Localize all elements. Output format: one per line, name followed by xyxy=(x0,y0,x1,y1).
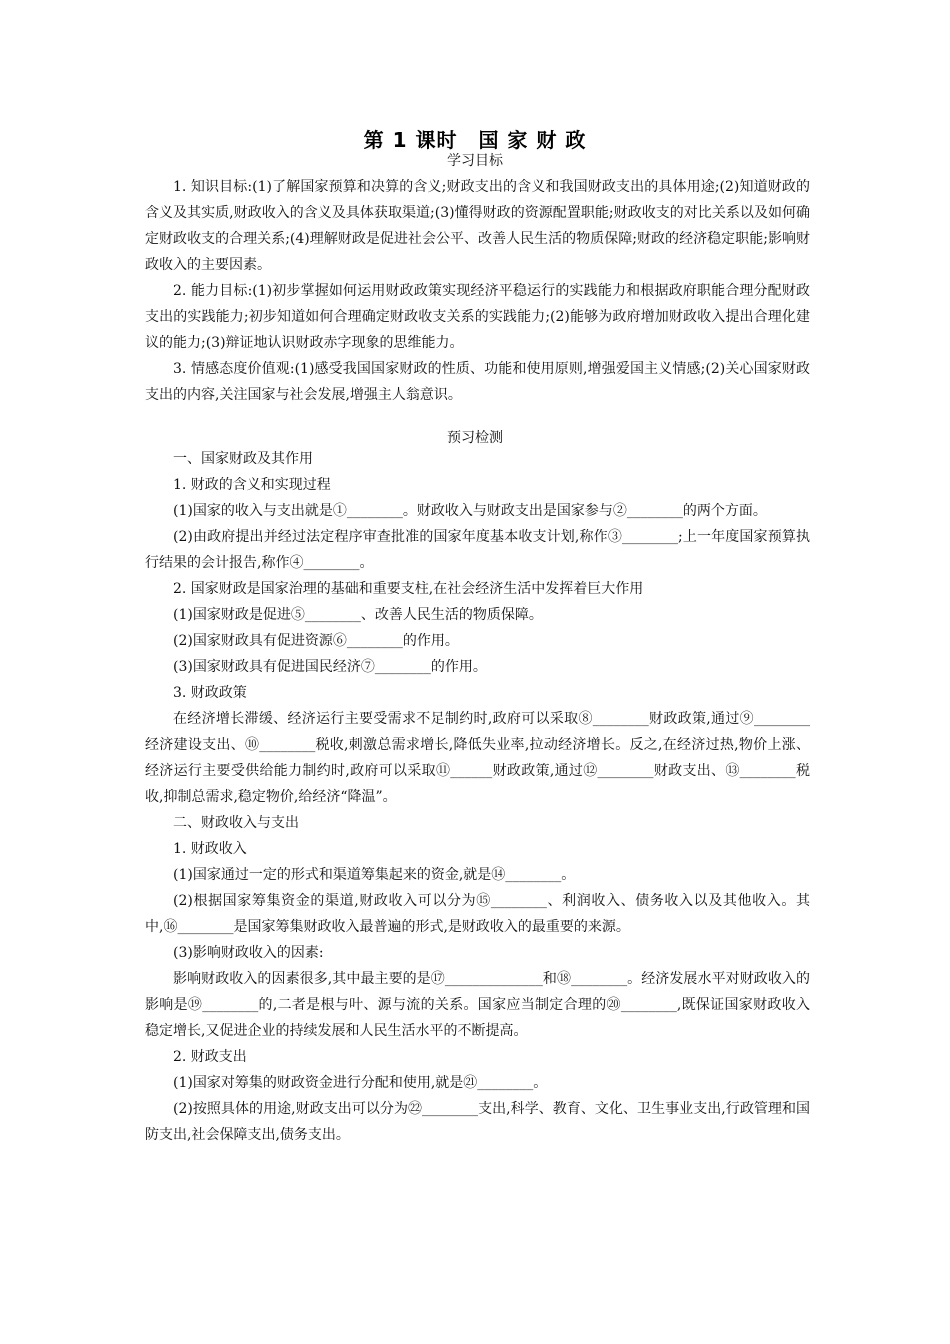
subheading-finance-role: 2. 国家财政是国家治理的基础和重要支柱,在社会经济生活中发挥着巨大作用 xyxy=(173,581,644,597)
question-paragraph: (1)国家对筹集的财政资金进行分配和使用,就是㉑________。 xyxy=(173,1075,548,1091)
goal-knowledge: 1. 知识目标:(1)了解国家预算和决算的含义;财政支出的含义和我国财政支出的具体用途;(2)知道财政的含义及其实质,财政收入的含义及具体获取渠道;(3)懂得财政的资源配置职能;财政收支的对比关系以及如何确定财政收支的合理关系;(4)理解财政是促进社会公平、改善人民生活的物质保障;财政的经济稳定职能;影响财政收入的主要因素。 xyxy=(145,179,810,273)
question-paragraph: (1)国家财政是促进⑤________、改善人民生活的物质保障。 xyxy=(173,607,543,623)
subheading-expenditure: 2. 财政支出 xyxy=(173,1049,247,1065)
page-title: 第 1 课时 国 家 财 政 xyxy=(363,128,587,152)
question-paragraph: (1)国家的收入与支出就是①________。财政收入与财政支出是国家参与②________的两个方面。 xyxy=(173,503,767,519)
preview-section xyxy=(145,446,810,1148)
goals-section xyxy=(145,174,810,408)
question-paragraph: (3)影响财政收入的因素: xyxy=(173,945,324,961)
question-paragraph: (1)国家通过一定的形式和渠道筹集起来的资金,就是⑭________。 xyxy=(173,867,576,883)
question-paragraph: (2)由政府提出并经过法定程序审查批准的国家年度基本收支计划,称作③________;上一年度国家预算执行结果的会计报告,称作④________。 xyxy=(145,529,810,571)
subheading-finance-meaning: 1. 财政的含义和实现过程 xyxy=(173,477,331,493)
question-paragraph: (2)根据国家筹集资金的渠道,财政收入可以分为⑮________、利润收入、债务收入以及其他收入。其中,⑯________是国家筹集财政收入最普遍的形式,是财政收入的最重要的来源。 xyxy=(145,893,810,935)
goal-attitude: 3. 情感态度价值观:(1)感受我国国家财政的性质、功能和使用原则,增强爱国主义情感;(2)关心国家财政支出的内容,关注国家与社会发展,增强主人翁意识。 xyxy=(145,361,810,403)
goals-heading: 学习目标 xyxy=(447,153,503,169)
preview-heading: 预习检测 xyxy=(447,430,503,446)
question-paragraph: 在经济增长滞缓、经济运行主要受需求不足制约时,政府可以采取⑧________财政政策,通过⑨________经济建设支出、⑩________税收,刺激总需求增长,降低失业率,拉动经济增长。反之,在经济过热,物价上涨、经济运行主要受供给能力制约时,政府可以采取⑪______财政政策,通过⑫________财政支出、⑬________税收,抑制总需求,稳定物价,给经济“降温”。 xyxy=(145,711,810,805)
subheading-revenue: 1. 财政收入 xyxy=(173,841,247,857)
question-paragraph: 影响财政收入的因素很多,其中最主要的是⑰______________和⑱________。经济发展水平对财政收入的影响是⑲________的,二者是根与叶、源与流的关系。国家应当制定合理的⑳________,既保证国家财政收入稳定增长,又促进企业的持续发展和人民生活水平的不断提高。 xyxy=(145,971,810,1039)
question-paragraph: (2)国家财政具有促进资源⑥________的作用。 xyxy=(173,633,459,649)
section-heading-2: 二、财政收入与支出 xyxy=(173,815,299,831)
question-paragraph: (3)国家财政具有促进国民经济⑦________的作用。 xyxy=(173,659,487,675)
question-paragraph: (2)按照具体的用途,财政支出可以分为㉒________支出,科学、教育、文化、卫生事业支出,行政管理和国防支出,社会保障支出,债务支出。 xyxy=(145,1101,810,1143)
goal-ability: 2. 能力目标:(1)初步掌握如何运用财政政策实现经济平稳运行的实践能力和根据政府职能合理分配财政支出的实践能力;初步知道如何合理确定财政收支关系的实践能力;(2)能够为政府增加财政收入提出合理化建议的能力;(3)辩证地认识财政赤字现象的思维能力。 xyxy=(145,283,810,351)
subheading-fiscal-policy: 3. 财政政策 xyxy=(173,685,247,701)
section-heading-1: 一、国家财政及其作用 xyxy=(173,451,313,467)
